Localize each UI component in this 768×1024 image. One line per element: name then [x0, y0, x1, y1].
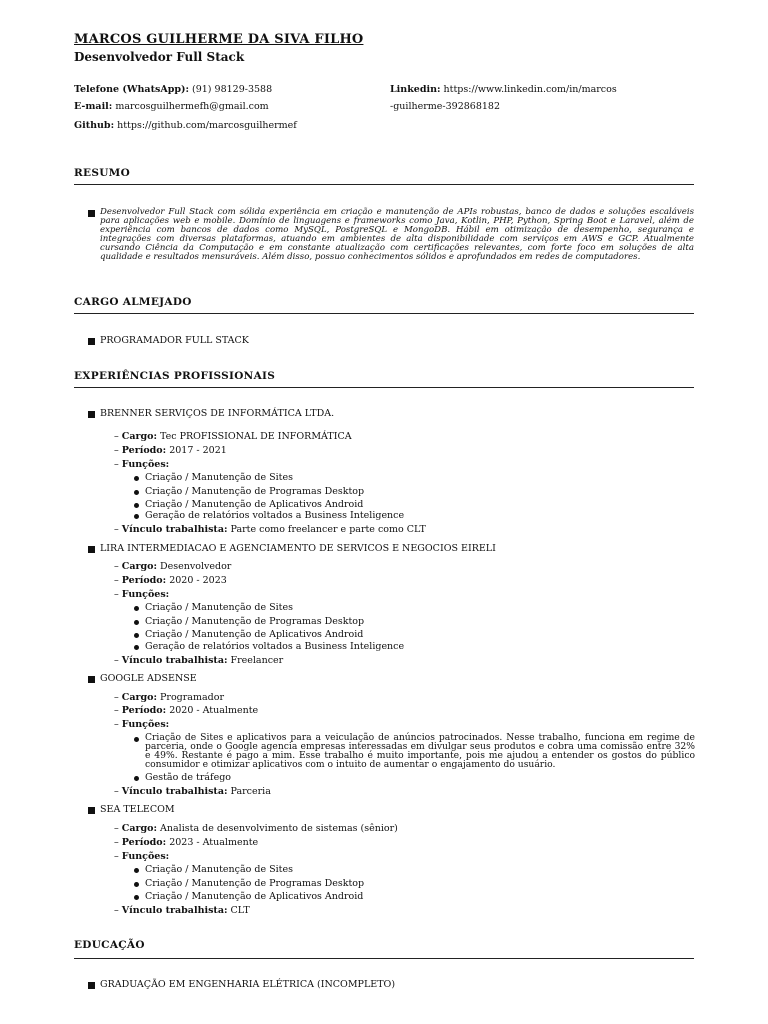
job-company: BRENNER SERVIÇOS DE INFORMÁTICA LTDA.: [100, 408, 335, 419]
periodo-label: Período:: [121, 445, 167, 456]
job-vinculo: – Vínculo trabalhista: Freelancer: [114, 655, 284, 666]
job-periodo: – Período: 2017 - 2021: [114, 445, 227, 456]
periodo-label: Período:: [121, 705, 167, 716]
cargo-label: Cargo:: [121, 692, 157, 703]
section-title-resumo: RESUMO: [74, 167, 131, 179]
bullet-dot-icon: [134, 868, 139, 873]
bullet-dot-icon: [134, 882, 139, 887]
funcao-text: Geração de relatórios voltados a Business Inteligence: [145, 641, 405, 652]
section-divider: [74, 313, 694, 314]
funcao-text: Criação / Manutenção de Aplicativos Android: [145, 891, 364, 902]
funcao-text: Criação / Manutenção de Programas Desktop: [145, 878, 365, 889]
cargo-value: Programador: [160, 692, 224, 703]
job-periodo: – Período: 2020 - Atualmente: [114, 705, 259, 716]
job-cargo: – Cargo: Desenvolvedor: [114, 561, 232, 572]
funcoes-label: Funções:: [121, 851, 170, 862]
job-funcoes: – Funções:: [114, 851, 170, 862]
bullet-dot-icon: [134, 633, 139, 638]
job-vinculo: – Vínculo trabalhista: Parceria: [114, 786, 271, 797]
email-label: E-mail:: [74, 101, 113, 112]
funcao-text: Criação / Manutenção de Programas Desktop: [145, 486, 365, 497]
contact-phone: [74, 84, 272, 95]
job-funcoes: – Funções:: [114, 459, 170, 470]
square-bullet-icon: [88, 411, 95, 418]
section-divider: [74, 387, 694, 388]
funcao-text: Criação / Manutenção de Aplicativos Android: [145, 629, 364, 640]
periodo-value: 2023 - Atualmente: [169, 837, 259, 848]
job-vinculo: – Vínculo trabalhista: Parte como freelancer e parte como CLT: [114, 524, 426, 535]
job-periodo: – Período: 2023 - Atualmente: [114, 837, 259, 848]
bullet-dot-icon: [134, 503, 139, 508]
square-bullet-icon: [88, 807, 95, 814]
periodo-value: 2020 - 2023: [169, 575, 227, 586]
github-link[interactable]: https://github.com/marcosguilhermef: [117, 120, 297, 131]
cargo-label: Cargo:: [121, 823, 157, 834]
bullet-dot-icon: [134, 606, 139, 611]
bullet-dot-icon: [134, 490, 139, 495]
candidate-name: MARCOS GUILHERME DA SIVA FILHO: [74, 32, 364, 47]
job-funcoes: – Funções:: [114, 589, 170, 600]
contact-email: [74, 101, 269, 112]
phone-value: (91) 98129-3588: [192, 84, 273, 95]
bullet-dot-icon: [134, 895, 139, 900]
job-company: LIRA INTERMEDIACAO E AGENCIAMENTO DE SERVICOS E NEGOCIOS EIRELI: [100, 543, 496, 554]
funcao-text: Criação / Manutenção de Sites: [145, 602, 293, 613]
section-title-cargo: CARGO ALMEJADO: [74, 296, 192, 308]
cargo-value: Analista de desenvolvimento de sistemas (sênior): [160, 823, 398, 834]
linkedin-link-continued[interactable]: -guilherme-392868182: [390, 101, 501, 112]
job-cargo: – Cargo: Programador: [114, 692, 224, 703]
job-company: SEA TELECOM: [100, 804, 175, 815]
linkedin-link[interactable]: https://www.linkedin.com/in/marcos: [443, 84, 617, 95]
vinculo-value: Freelancer: [230, 655, 284, 666]
periodo-label: Período:: [121, 575, 167, 586]
vinculo-value: CLT: [230, 905, 250, 916]
cargo-label: Cargo:: [121, 431, 157, 442]
periodo-label: Período:: [121, 837, 167, 848]
cargo-value: Tec PROFISSIONAL DE INFORMÁTICA: [160, 431, 352, 442]
section-title-educacao: EDUCAÇÃO: [74, 939, 145, 951]
periodo-value: 2017 - 2021: [169, 445, 227, 456]
funcao-text: Criação / Manutenção de Aplicativos Android: [145, 499, 364, 510]
funcao-text: Criação / Manutenção de Sites: [145, 864, 293, 875]
contact-linkedin: [390, 84, 617, 95]
bullet-dot-icon: [134, 514, 139, 519]
square-bullet-icon: [88, 546, 95, 553]
vinculo-label: Vínculo trabalhista:: [121, 786, 228, 797]
bullet-dot-icon: [134, 620, 139, 625]
job-funcoes: – Funções:: [114, 719, 170, 730]
funcao-text: Criação / Manutenção de Sites: [145, 472, 293, 483]
vinculo-value: Parte como freelancer e parte como CLT: [230, 524, 426, 535]
section-title-experiencias: EXPERIÊNCIAS PROFISSIONAIS: [74, 370, 276, 382]
vinculo-label: Vínculo trabalhista:: [121, 905, 228, 916]
funcoes-label: Funções:: [121, 589, 170, 600]
periodo-value: 2020 - Atualmente: [169, 705, 259, 716]
section-divider: [74, 184, 694, 185]
target-role: PROGRAMADOR FULL STACK: [100, 335, 249, 346]
job-cargo: – Cargo: Analista de desenvolvimento de sistemas (sênior): [114, 823, 398, 834]
funcoes-label: Funções:: [121, 719, 170, 730]
job-vinculo: – Vínculo trabalhista: CLT: [114, 905, 250, 916]
bullet-dot-icon: [134, 737, 139, 742]
vinculo-value: Parceria: [230, 786, 271, 797]
contact-github: [74, 120, 297, 131]
phone-label: Telefone (WhatsApp):: [74, 84, 189, 95]
job-periodo: – Período: 2020 - 2023: [114, 575, 227, 586]
education-item: GRADUAÇÃO EM ENGENHARIA ELÉTRICA (INCOMPLETO): [100, 979, 396, 990]
square-bullet-icon: [88, 982, 95, 989]
job-company: GOOGLE ADSENSE: [100, 673, 197, 684]
linkedin-label: Linkedin:: [390, 84, 441, 95]
job-cargo: – Cargo: Tec PROFISSIONAL DE INFORMÁTICA: [114, 431, 352, 442]
square-bullet-icon: [88, 676, 95, 683]
square-bullet-icon: [88, 210, 95, 217]
funcao-text: Gestão de tráfego: [145, 772, 231, 783]
funcao-paragraph: Criação de Sites e aplicativos para a veiculação de anúncios patrocinados. Nesse trabalho, funciona em regime de parceria, onde o Google agencia empresas interessadas em divulgar seus produtos e cobra uma comissão entre 32% e 49%. Restante é pago a mim. Esse trabalho é muito importante, pois me ajudou a entender os gostos do público consumidor e otimizar aplicativos com o intuito de aumentar o engajamento do usuário.: [145, 732, 695, 771]
github-label: Github:: [74, 120, 115, 131]
summary-text: Desenvolvedor Full Stack com sólida experiência em criação e manutenção de APIs robustas, banco de dados e soluções escaláveis para aplicações web e mobile. Domínio de linguagens e frameworks como Java, Kotlin, PHP, Python, Spring Boot e Laravel, além de experiência com bancos de dados como MySQL, PostgreSQL e MongoDB. Hábil em otimização de desempenho, segurança e integrações com diversas plataformas, atuando em ambientes de alta disponibilidade com serviços em AWS e GCP. Atualmente cursando Ciência da Computação e em constante atualização com certificações relevantes, com forte foco em soluções de alta qualidade e resultados mensuráveis. Além disso, possuo conhecimentos sólidos e aprofundados em redes de computadores.: [100, 207, 694, 262]
funcoes-label: Funções:: [121, 459, 170, 470]
vinculo-label: Vínculo trabalhista:: [121, 524, 228, 535]
section-divider: [74, 958, 694, 959]
square-bullet-icon: [88, 338, 95, 345]
email-value[interactable]: marcosguilhermefh@gmail.com: [115, 101, 269, 112]
cargo-value: Desenvolvedor: [160, 561, 232, 572]
cargo-label: Cargo:: [121, 561, 157, 572]
candidate-title: Desenvolvedor Full Stack: [74, 50, 245, 64]
bullet-dot-icon: [134, 645, 139, 650]
bullet-dot-icon: [134, 776, 139, 781]
funcao-text: Geração de relatórios voltados a Business Inteligence: [145, 510, 405, 521]
funcao-text: Criação / Manutenção de Programas Desktop: [145, 616, 365, 627]
bullet-dot-icon: [134, 476, 139, 481]
vinculo-label: Vínculo trabalhista:: [121, 655, 228, 666]
